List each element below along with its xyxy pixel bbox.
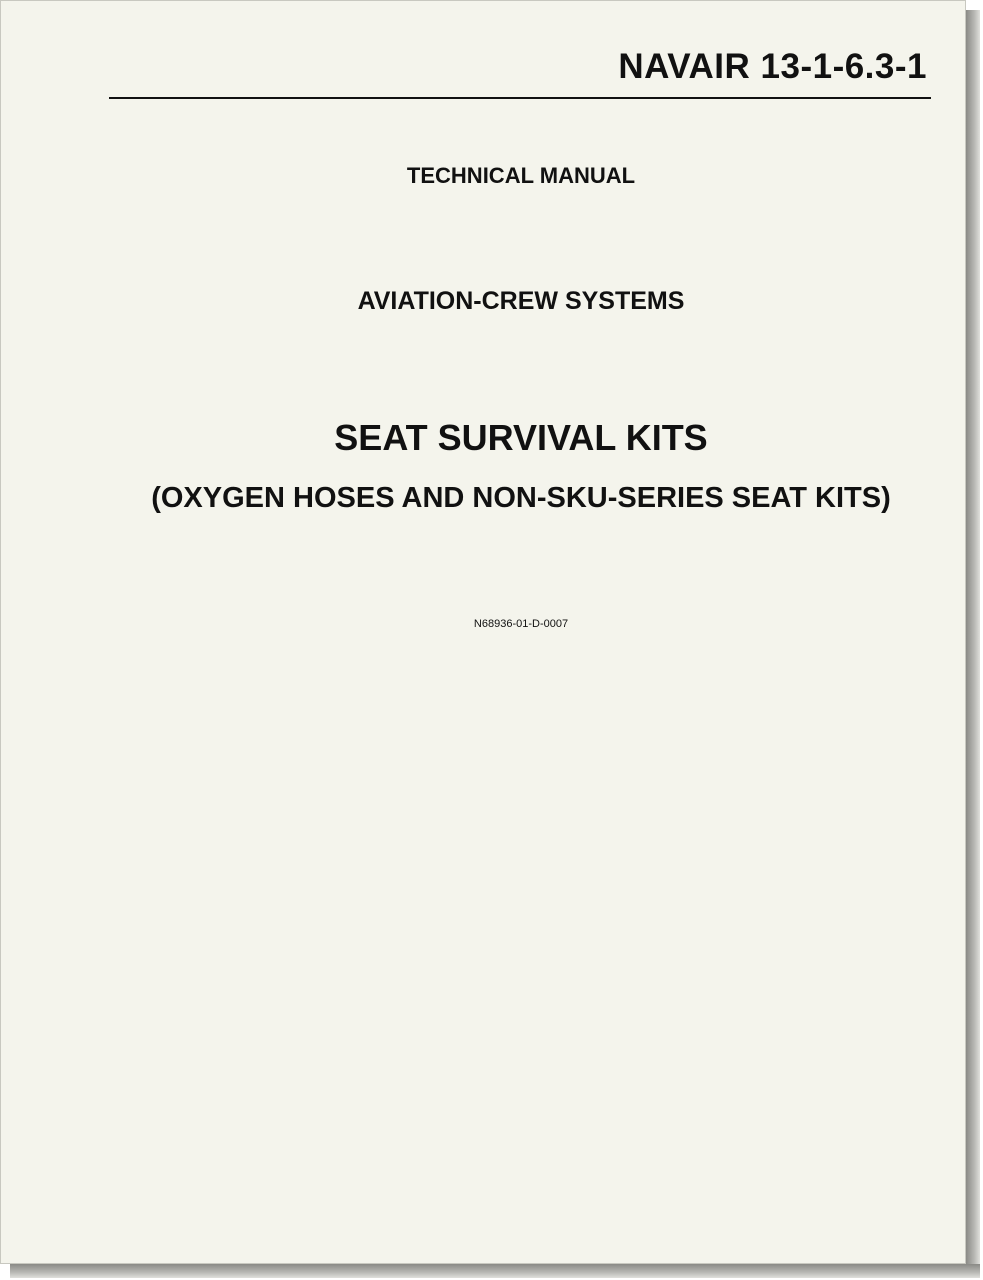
document-number: NAVAIR 13-1-6.3-1	[618, 47, 927, 86]
manual-subtitle: (OXYGEN HOSES AND NON-SKU-SERIES SEAT KITS)	[151, 482, 891, 514]
page-shadow-right	[966, 10, 980, 1272]
contract-number: N68936-01-D-0007	[473, 618, 569, 630]
manual-category: AVIATION-CREW SYSTEMS	[357, 287, 685, 315]
manual-type-label: TECHNICAL MANUAL	[406, 163, 636, 188]
manual-title: SEAT SURVIVAL KITS	[334, 417, 708, 458]
page-shadow-bottom	[10, 1264, 980, 1278]
header-rule	[109, 97, 931, 99]
